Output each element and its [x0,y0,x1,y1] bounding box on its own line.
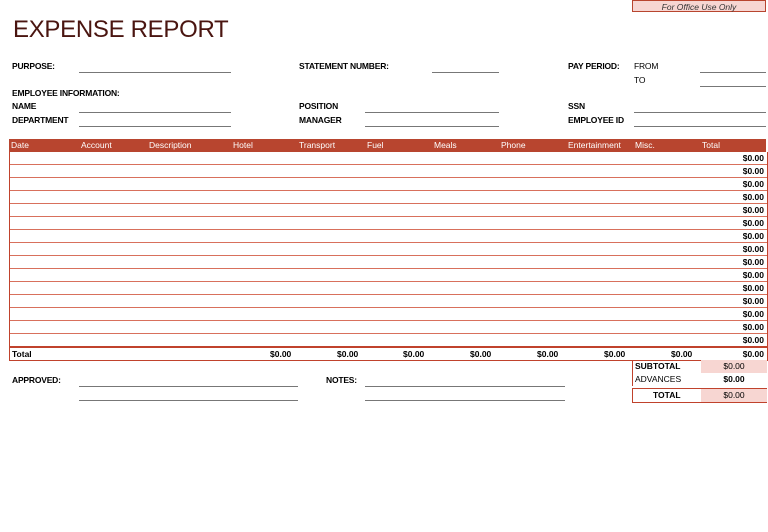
row-total: $0.00 [742,322,764,332]
row-total: $0.00 [742,179,764,189]
statement-number-label: STATEMENT NUMBER: [299,61,389,71]
row-total: $0.00 [742,218,764,228]
pay-period-label: PAY PERIOD: [568,61,620,71]
to-field[interactable] [700,86,766,87]
row-total: $0.00 [742,283,764,293]
employee-id-field[interactable] [634,126,766,127]
position-label: POSITION [299,101,339,111]
row-total: $0.00 [742,244,764,254]
page-title: EXPENSE REPORT [13,16,229,43]
row-total: $0.00 [742,231,764,241]
row-total: $0.00 [742,296,764,306]
row-total: $0.00 [742,205,764,215]
col-misc: Misc. [635,140,655,150]
notes-field-2[interactable] [365,400,565,401]
table-row[interactable] [10,204,767,217]
table-row[interactable] [10,321,767,334]
entertainment-total: $0.00 [604,349,626,359]
col-phone: Phone [501,140,526,150]
ssn-label: SSN [568,101,585,111]
expense-table-body [9,152,768,346]
advances-value[interactable]: $0.00 [723,374,745,384]
purpose-field[interactable] [79,72,231,73]
table-row[interactable] [10,282,767,295]
name-field[interactable] [79,112,231,113]
notes-label: NOTES: [326,375,357,385]
manager-label: MANAGER [299,115,342,125]
row-total: $0.00 [742,335,764,345]
row-total: $0.00 [742,257,764,267]
name-label: NAME [12,101,37,111]
employee-info-heading: EMPLOYEE INFORMATION: [12,88,120,98]
summary-total-row [632,388,767,403]
subtotal-value: $0.00 [701,360,767,373]
row-total: $0.00 [742,153,764,163]
col-account: Account [81,140,112,150]
table-row[interactable] [10,243,767,256]
table-row[interactable] [10,308,767,321]
hotel-total: $0.00 [270,349,292,359]
notes-field[interactable] [365,386,565,387]
from-label: FROM [634,61,659,71]
fuel-total: $0.00 [403,349,425,359]
approved-label: APPROVED: [12,375,61,385]
row-total: $0.00 [742,309,764,319]
table-row[interactable] [10,334,767,346]
to-label: TO [634,75,646,85]
position-field[interactable] [365,112,499,113]
transport-total: $0.00 [337,349,359,359]
advances-label: ADVANCES [635,374,682,384]
ssn-field[interactable] [634,112,766,113]
advances-row [632,373,767,386]
row-total: $0.00 [742,166,764,176]
from-field[interactable] [700,72,766,73]
meals-total: $0.00 [470,349,492,359]
col-total: Total [702,140,720,150]
table-row[interactable] [10,256,767,269]
table-row[interactable] [10,217,767,230]
table-header [9,139,766,152]
totals-row [9,346,768,361]
subtotal-label: SUBTOTAL [635,361,681,371]
row-total: $0.00 [742,270,764,280]
total-label: Total [12,349,32,359]
manager-field[interactable] [365,126,499,127]
office-use-banner: For Office Use Only [632,0,766,12]
col-transport: Transport [299,140,336,150]
purpose-label: PURPOSE: [12,61,55,71]
approved-field[interactable] [79,386,298,387]
table-row[interactable] [10,230,767,243]
misc-total: $0.00 [671,349,693,359]
col-entertainment: Entertainment [568,140,621,150]
subtotal-row [632,360,767,373]
employee-id-label: EMPLOYEE ID [568,115,624,125]
row-total: $0.00 [742,192,764,202]
table-row[interactable] [10,295,767,308]
table-row[interactable] [10,269,767,282]
table-row[interactable] [10,178,767,191]
summary-total-value: $0.00 [701,389,767,402]
grand-row-total: $0.00 [742,349,764,359]
statement-number-field[interactable] [432,72,499,73]
table-row[interactable] [10,152,767,165]
col-meals: Meals [434,140,457,150]
department-label: DEPARTMENT [12,115,69,125]
approved-field-2[interactable] [79,400,298,401]
table-row[interactable] [10,191,767,204]
col-hotel: Hotel [233,140,253,150]
department-field[interactable] [79,126,231,127]
table-row[interactable] [10,165,767,178]
col-fuel: Fuel [367,140,384,150]
summary-total-label: TOTAL [653,390,681,400]
phone-total: $0.00 [537,349,559,359]
col-description: Description [149,140,192,150]
col-date: Date [11,140,29,150]
